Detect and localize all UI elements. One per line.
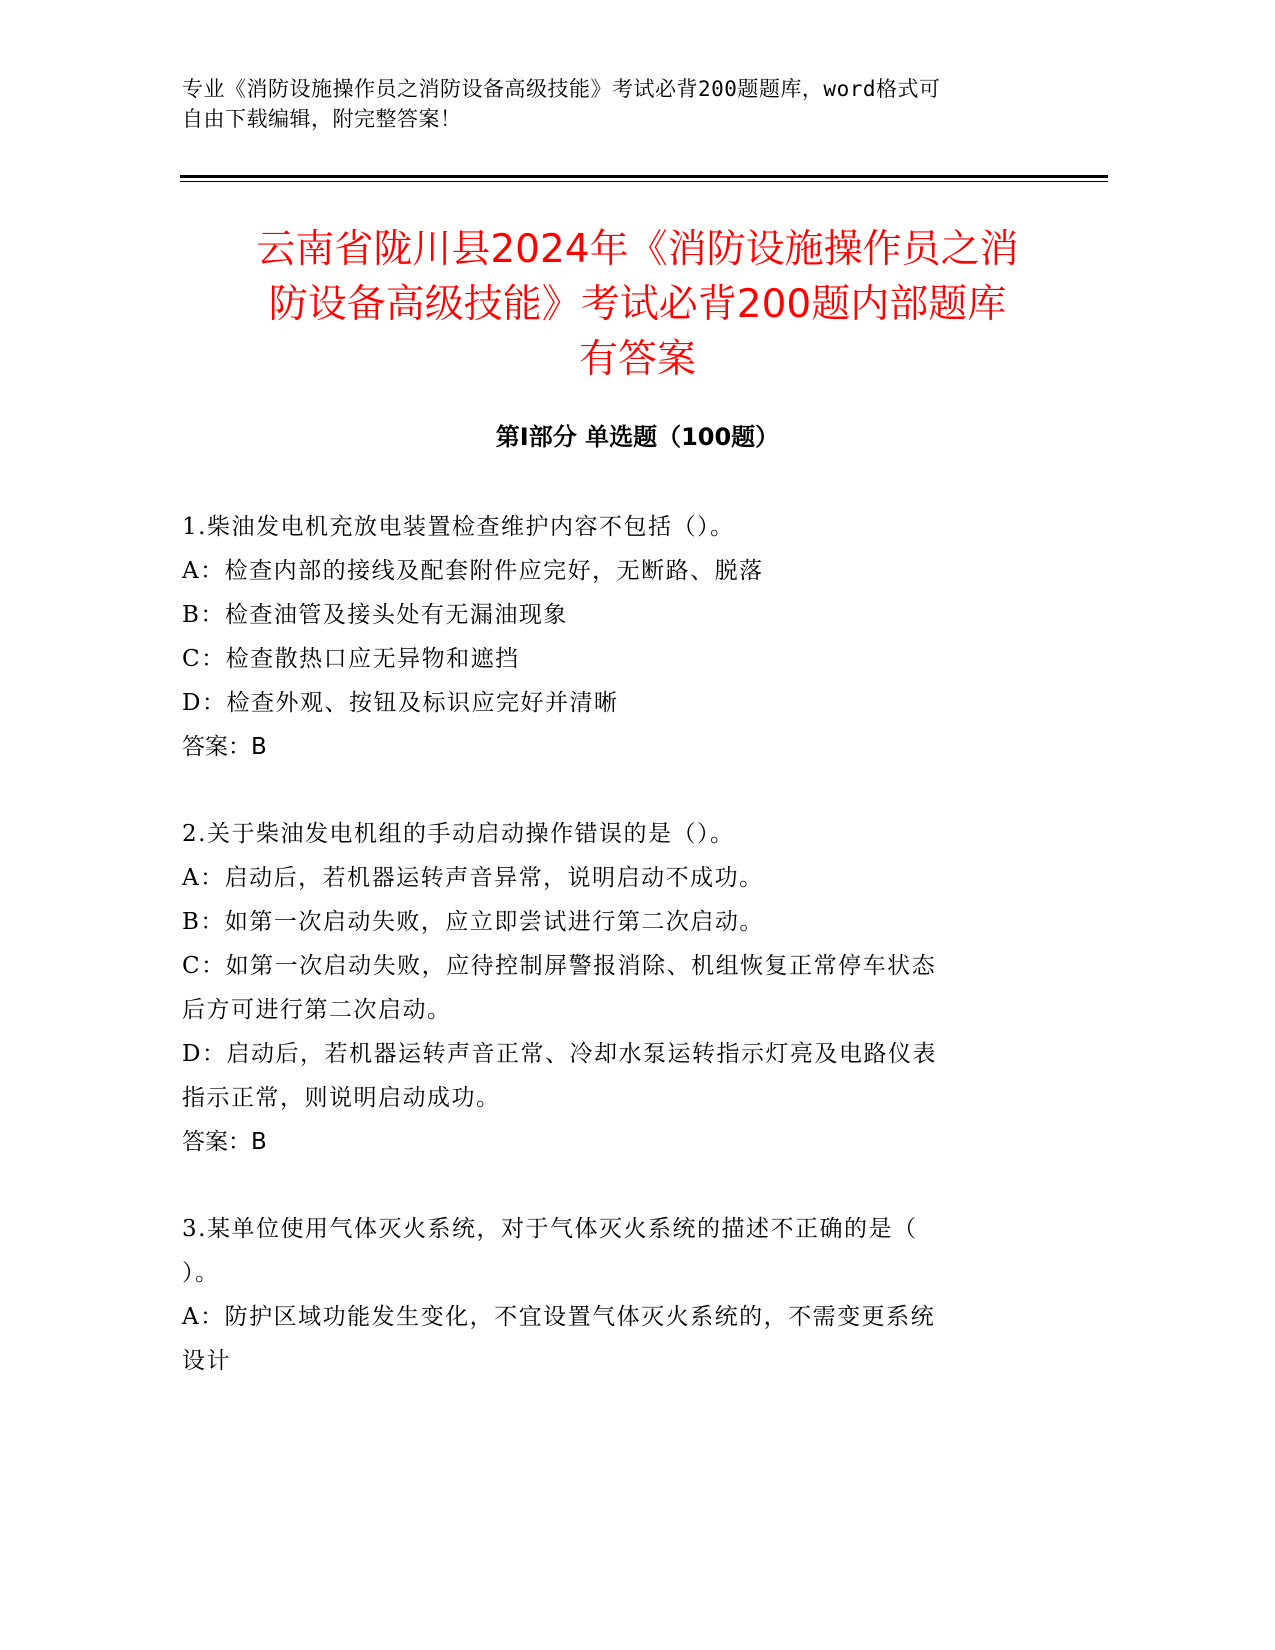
header-line: 专业《消防设施操作员之消防设备高级技能》考试必背200题题库，word格式可 <box>182 77 941 101</box>
question-list <box>182 505 1042 1426</box>
title-line: 防设备高级技能》考试必背200题内部题库 <box>268 282 1007 327</box>
option-d: D：启动后，若机器运转声音正常、冷却水泵运转指示灯亮及电路仪表 <box>182 1041 937 1067</box>
question-stem-continued: ）。 <box>182 1260 220 1286</box>
header-line: 自由下载编辑，附完整答案！ <box>182 107 462 131</box>
section-heading: 第Ⅰ部分 单选题（100题） <box>495 423 780 451</box>
option-d: D：检查外观、按钮及标识应完好并清晰 <box>182 690 619 716</box>
option-a-continued: 设计 <box>182 1348 231 1374</box>
title-line: 有答案 <box>578 337 696 382</box>
question-1 <box>182 505 1042 769</box>
document-title <box>150 222 1125 387</box>
option-d-continued: 指示正常，则说明启动成功。 <box>182 1085 501 1111</box>
question-stem: 1.柴油发电机充放电装置检查维护内容不包括（）。 <box>182 514 735 540</box>
question-3 <box>182 1207 1042 1383</box>
option-a: A：检查内部的接线及配套附件应完好，无断路、脱落 <box>182 558 764 584</box>
option-b: B：如第一次启动失败，应立即尝试进行第二次启动。 <box>182 909 764 935</box>
option-b: B：检查油管及接头处有无漏油现象 <box>182 602 568 628</box>
page-header <box>182 74 1042 134</box>
option-a: A：启动后，若机器运转声音异常，说明启动不成功。 <box>182 865 764 891</box>
option-c: C：如第一次启动失败，应待控制屏警报消除、机组恢复正常停车状态 <box>182 953 937 979</box>
option-c-continued: 后方可进行第二次启动。 <box>182 997 452 1023</box>
header-divider-thin <box>180 181 1108 182</box>
question-stem: 3.某单位使用气体灭火系统，对于气体灭火系统的描述不正确的是（ <box>182 1216 918 1242</box>
option-a: A：防护区域功能发生变化，不宜设置气体灭火系统的，不需变更系统 <box>182 1304 936 1330</box>
answer-line: 答案：B <box>182 734 267 760</box>
title-line: 云南省陇川县2024年《消防设施操作员之消 <box>256 227 1019 272</box>
header-divider-thick <box>180 175 1108 178</box>
question-2 <box>182 812 1042 1164</box>
option-c: C：检查散热口应无异物和遮挡 <box>182 646 520 672</box>
question-stem: 2.关于柴油发电机组的手动启动操作错误的是（）。 <box>182 821 735 847</box>
answer-line: 答案：B <box>182 1129 267 1155</box>
